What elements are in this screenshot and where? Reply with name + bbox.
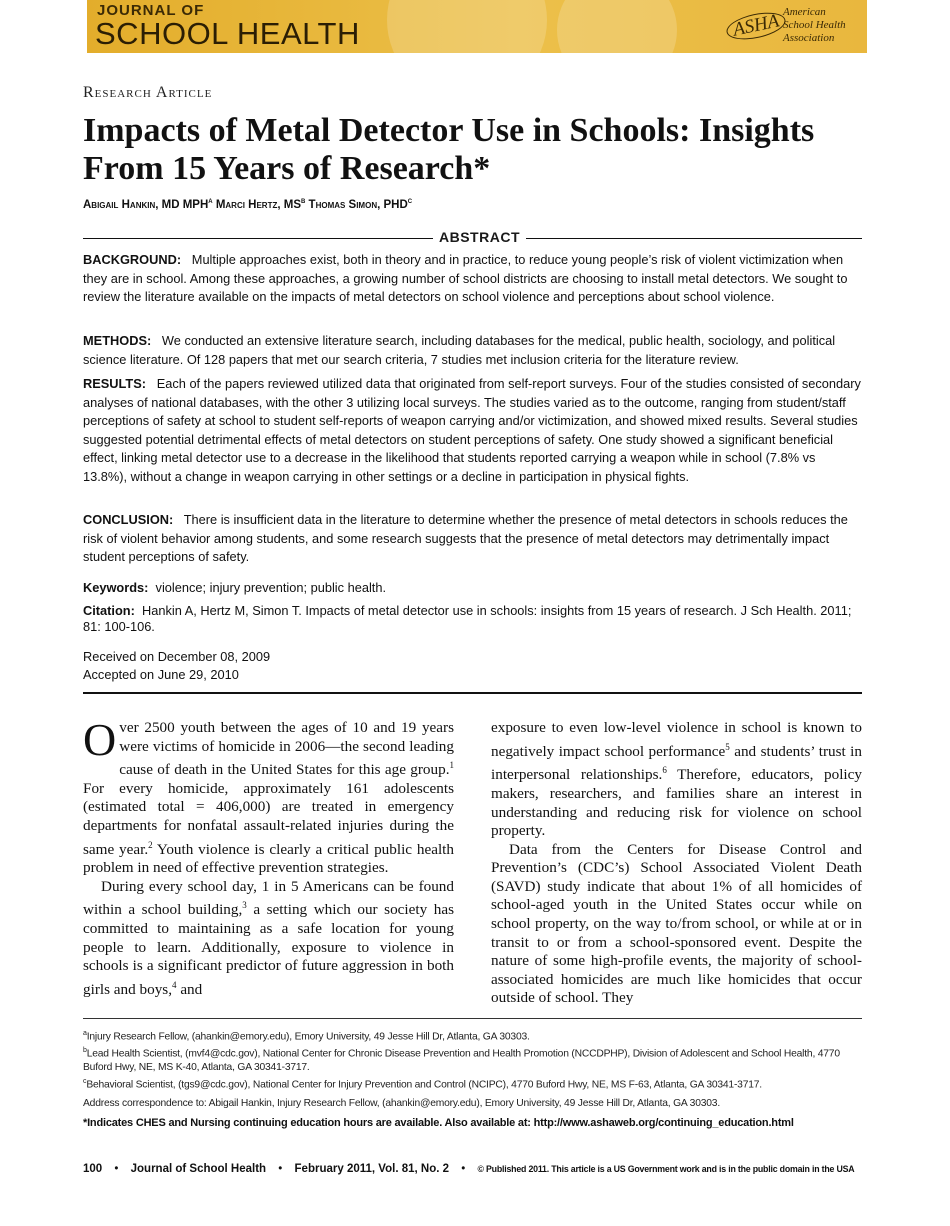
reference-mark: 1 — [449, 760, 454, 771]
footer-issue: February 2011, Vol. 81, No. 2 — [294, 1163, 450, 1175]
citation — [83, 603, 862, 635]
separator-bullet: • — [278, 1163, 283, 1175]
body-text: For every homicide, approximately 161 adolescents (estimated total = 406,000) are treated in emergency departments for nonfatal assault-related injuries during the same year. — [83, 779, 454, 858]
footnote-text: Behavioral Scientist, (tgs9@cdc.gov), National Center for Injury Prevention and Control (NCIPC), 4770 Buford Hwy, NE, MS F-63, Atlanta, GA 30341-3717. — [86, 1079, 762, 1091]
page-number: 100 — [83, 1163, 103, 1175]
footer-journal: Journal of School Health — [130, 1163, 267, 1175]
banner-decoration — [387, 0, 547, 53]
abstract-label: BACKGROUND: — [83, 252, 182, 267]
page-footer — [83, 1163, 873, 1175]
footer-public-domain-notice: © Published 2011. This article is a US Government work and is in the public domain in the USA — [477, 1164, 855, 1174]
citation-label: Citation: — [83, 603, 135, 618]
body-column-left — [83, 714, 454, 1000]
body-text: Youth violence is clearly a critical public health problem in need of effective prevention strategies. — [83, 840, 454, 877]
abstract-text: There is insufficient data in the literature to determine whether the presence of metal detectors in schools reduces the risk of violent behavior among students, and some research suggests that the presence of metal detectors may detrimentally impact student perceptions of safety. — [83, 512, 848, 564]
body-text: During every school day, 1 in 5 Americans can be found within a school building, — [83, 877, 454, 919]
body-paragraph — [83, 714, 454, 878]
abstract-text: We conducted an extensive literature search, including databases for the medical, public health, sociology, and political science literature. Of 128 papers that met our search criteria, 7 studies met inclusion criteria for the literature review. — [83, 333, 836, 367]
keywords-label: Keywords: — [83, 580, 149, 595]
abstract-label: RESULTS: — [83, 376, 147, 391]
body-paragraph — [83, 878, 454, 1000]
author-name: Abigail Hankin, MD MPH — [83, 198, 209, 211]
body-text: a setting which our society has committed to maintaining as a safe location for young people to learn. Additionally, exposure to violence in schools is a significant predictor of future aggression in both girls and boys, — [83, 901, 454, 998]
body-text: Therefore, educators, policy makers, researchers, and families share an interest in understanding and reducing risk for violence on school property. — [491, 766, 862, 840]
abstract-text: Each of the papers reviewed utilized data that originated from self-report surveys. Four of the studies consisted of secondary analyses of national databases, with the other 3 utilizing local surveys. The studies varied as to the outcome, ranging from student/staff perceptions of safety at school to student self-reports of weapon carrying and/or victimization, and showed mixed results. Several studies suggested potential detrimental effects of metal detectors on student perceptions of safety. One study showed a significant beneficial effect, linking metal detector use to a decrease in the likelihood that students reported carrying a weapon while in school (7.8% vs 13.8%), without a change in weapon carrying in other settings or a decline in participation in physical fights. — [83, 376, 861, 484]
abstract-text: Multiple approaches exist, both in theory and in practice, to reduce young people’s risk of violent victimization when they are in school. Among these approaches, a growing number of school districts are choosing to install metal detectors. We sought to review the literature available on the impacts of metal detectors on school violence and perceptions about school violence. — [83, 252, 848, 304]
asha-logo-text — [783, 6, 861, 45]
abstract-bottom-rule — [83, 692, 862, 694]
separator-bullet: • — [461, 1163, 466, 1175]
body-paragraph — [491, 719, 862, 841]
asha-logo — [726, 4, 861, 49]
author-name: Thomas Simon, PHD — [308, 198, 408, 211]
footnote-b — [83, 1044, 868, 1075]
reference-mark: 2 — [148, 839, 153, 850]
reference-mark: 3 — [242, 900, 247, 911]
author-affiliation-mark: a — [208, 196, 213, 205]
footnote-mark: c — [83, 1078, 87, 1085]
asha-logo-mark: ASHA — [724, 8, 788, 44]
body-column-right — [491, 719, 862, 1008]
drop-cap: O — [83, 714, 117, 765]
footnote-mark: a — [83, 1030, 87, 1037]
abstract-label: METHODS: — [83, 333, 152, 348]
abstract-heading: ABSTRACT — [433, 229, 526, 245]
footnote-a — [83, 1027, 868, 1044]
keywords-text: violence; injury prevention; public health. — [155, 580, 387, 595]
citation-text: Hankin A, Hertz M, Simon T. Impacts of metal detector use in schools: insights from 15 years of research. J Sch Health. 2011; 81: 100-106. — [83, 603, 852, 634]
abstract-results — [83, 375, 862, 486]
reference-mark: 5 — [725, 741, 730, 752]
body-paragraph: Data from the Centers for Disease Control and Prevention’s (CDC’s) School Associated Violent Death (SAVD) study indicate that about 1% of all homicides of school-aged youth in the United States occur while on school property, on the way to/from school, or while at or in transit to or from a school-sponsored event. Despite the nature of some high-profile events, the majority of school-associated homicides are much like homicides that occur outside of school. They — [491, 840, 862, 1007]
body-text: and — [176, 980, 203, 998]
body-text: ver 2500 youth between the ages of 10 and 19 years were victims of homicide in 2006—the second leading cause of death in the United States for this age group. — [119, 719, 454, 779]
footnote-text: Injury Research Fellow, (ahankin@emory.edu), Emory University, 49 Jesse Hill Dr, Atlanta, GA 30303. — [86, 1031, 530, 1043]
author-list — [83, 196, 412, 211]
journal-name-small: JOURNAL OF — [97, 2, 205, 19]
reference-mark: 6 — [662, 765, 667, 776]
keywords — [83, 579, 862, 598]
asha-logo-line: American — [783, 6, 826, 18]
banner-decoration — [557, 0, 677, 53]
journal-banner — [87, 0, 867, 53]
journal-name: SCHOOL HEALTH — [95, 16, 360, 51]
abstract-methods — [83, 332, 862, 369]
author-affiliation-mark: c — [407, 196, 413, 205]
footnote-c — [83, 1075, 868, 1092]
ches-notice: *Indicates CHES and Nursing continuing education hours are available. Also available at: http://www.ashaweb.org/continuing_education.html — [83, 1117, 794, 1129]
footnote-text: Lead Health Scientist, (mvf4@cdc.gov), National Center for Chronic Disease Prevention and Health Promotion (NCCDPHP), Division of Adolescent and School Health, 4770 Buford Hwy, NE, MS K-40, Atlanta, GA 30341-3717. — [83, 1048, 840, 1074]
body-text: and students’ trust in interpersonal relationships. — [491, 742, 862, 784]
footnote-rule — [83, 1018, 862, 1019]
asha-logo-line: Association — [783, 32, 835, 44]
abstract-conclusion — [83, 511, 862, 567]
separator-bullet: • — [114, 1163, 119, 1175]
author-name: Marci Hertz, MS — [215, 198, 301, 211]
section-label: Research Article — [83, 84, 213, 101]
received-date: Received on December 08, 2009 — [83, 649, 271, 664]
footnote-mark: b — [83, 1047, 87, 1054]
correspondence-address: Address correspondence to: Abigail Hankin, Injury Research Fellow, (ahankin@emory.edu), Emory University, 49 Jesse Hill Dr, Atlanta, GA 30303. — [83, 1098, 720, 1109]
article-title: Impacts of Metal Detector Use in Schools: Insights From 15 Years of Research* — [83, 112, 815, 187]
accepted-date: Accepted on June 29, 2010 — [83, 667, 239, 682]
reference-mark: 4 — [172, 979, 177, 990]
abstract-background — [83, 251, 862, 307]
asha-logo-line: School Health — [783, 19, 846, 31]
body-text: exposure to even low-level violence in school is known to negatively impact school performance — [491, 719, 862, 760]
author-affiliation-mark: b — [301, 196, 306, 205]
abstract-label: CONCLUSION: — [83, 512, 174, 527]
